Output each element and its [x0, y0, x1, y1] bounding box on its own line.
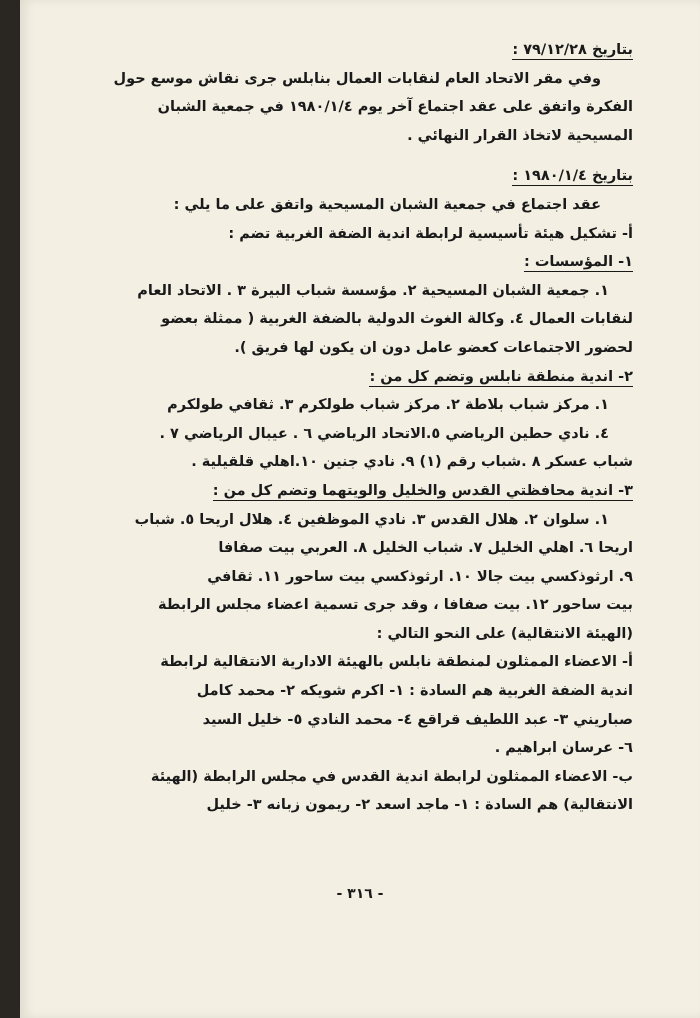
- list-line: ٤. نادي حطين الرياضي ٥.الاتحاد الرياضي ٦ . عيبال الرياضي ٧ .: [159, 425, 609, 442]
- group-heading-institutions: ١- المؤسسات :: [523, 254, 633, 271]
- list-line: بيت ساحور ١٢. بيت صفافا ، وقد جرى تسمية اعضاء مجلس الرابطة: [157, 597, 633, 614]
- list-line: (الهيئة الانتقالية) على النحو التالي :: [376, 625, 633, 642]
- paragraph-line: الفكرة واتفق على عقد اجتماع آخر يوم ١٩٨٠/١/٤ في جمعية الشبان: [157, 99, 633, 116]
- paragraph-line: المسيحية لاتخاذ القرار النهائي .: [407, 127, 633, 144]
- members-line: أ- الاعضاء الممثلون لمنطقة نابلس بالهيئة الادارية الانتقالية لرابطة: [160, 654, 633, 671]
- list-line: ١. جمعية الشبان المسيحية ٢. مؤسسة شباب البيرة ٣ . الاتحاد العام: [137, 282, 609, 299]
- list-line: ١. مركز شباب بلاطة ٢. مركز شباب طولكرم ٣. ثقافي طولكرم: [167, 397, 609, 414]
- document-page: [20, 0, 700, 1018]
- members-line: الانتقالية) هم السادة : ١- ماجد اسعد ٢- ريمون زبانه ٣- خليل: [206, 797, 633, 814]
- paragraph-line: وفي مقر الاتحاد العام لنقابات العمال بنابلس جرى نقاش موسع حول: [113, 70, 601, 87]
- date-heading-1: بتاريخ ٧٩/١٢/٢٨ :: [512, 42, 633, 58]
- date-heading-2: بتاريخ ١٩٨٠/١/٤ :: [512, 168, 633, 185]
- members-line: صباريني ٣- عبد اللطيف قراقع ٤- محمد النادي ٥- خليل السيد: [202, 711, 633, 728]
- list-line: لحضور الاجتماعات كعضو عامل دون ان يكون لها فريق ).: [234, 339, 633, 356]
- group-heading-jerusalem-hebron: ٣- اندية محافظتي القدس والخليل والويتهما وتضم كل من :: [212, 482, 633, 499]
- group-heading-nablus: ٢- اندية منطقة نابلس وتضم كل من :: [369, 368, 633, 385]
- members-line: ب- الاعضاء الممثلون لرابطة اندية القدس في مجلس الرابطة (الهيئة: [150, 768, 633, 785]
- paragraph-line: عقد اجتماع في جمعية الشبان المسيحية واتفق على ما يلي :: [173, 196, 601, 213]
- members-line: ٦- عرسان ابراهيم .: [494, 740, 633, 757]
- list-line: لنقابات العمال ٤. وكالة الغوث الدولية بالضفة الغربية ( ممثلة بعضو: [161, 311, 633, 328]
- list-line: شباب عسكر ٨ .شباب رقم (١) ٩. نادي جنين ١٠.اهلي قلقيلية .: [191, 454, 633, 471]
- document-body: [106, 36, 633, 820]
- paragraph-line: أ- تشكيل هيئة تأسيسية لرابطة اندية الضفة الغربية تضم :: [228, 225, 633, 242]
- list-line: اريحا ٦. اهلي الخليل ٧. شباب الخليل ٨. العربي بيت صفافا: [218, 540, 633, 557]
- list-line: ١. سلوان ٢. هلال القدس ٣. نادي الموظفين ٤. هلال اريحا ٥. شباب: [134, 511, 609, 528]
- list-line: ٩. ارثوذكسي بيت جالا ١٠. ارثوذكسي بيت ساحور ١١. ثقافي: [207, 568, 633, 585]
- members-line: اندية الضفة الغربية هم السادة : ١- اكرم شويكه ٢- محمد كامل: [196, 683, 633, 700]
- page-number: - ٣١٦ -: [336, 886, 384, 902]
